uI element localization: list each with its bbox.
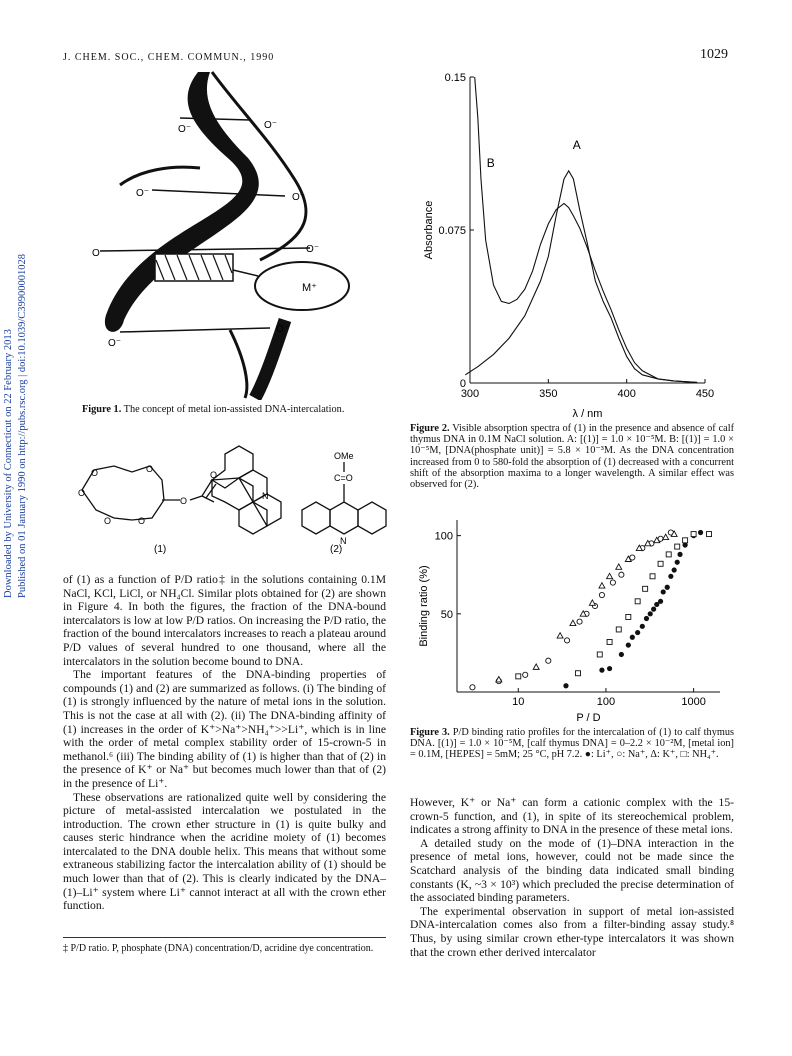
x-tick-label: 400 <box>617 388 636 400</box>
data-point-nh4 <box>666 552 671 557</box>
data-point-na <box>470 685 475 690</box>
data-point-k <box>557 633 563 638</box>
y-tick-label: 0.15 <box>444 72 466 84</box>
compound2-label: (2) <box>330 544 343 555</box>
methoxy-group: OMe <box>334 451 354 461</box>
data-point-k <box>533 664 539 669</box>
x-axis-label: P / D <box>576 712 601 724</box>
figure2-caption-text: Visible absorption spectra of (1) in the presence and absence of calf thymus DNA in 0.1M NaCl solution. A: [(1)] = 1.0 × 10⁻⁵M. B: [(1)] = 1.0 × 10⁻⁵M, [DNA(phosphate unit)] = 5.8 × 10⁻³M. As the DNA concentration increased from 0 to 580-fold the absorption of (1) decreased with a concurrent shift of the absorption maxima to a longer wavelength. A similar effect was observed for (2). <box>410 423 734 491</box>
data-point-nh4 <box>707 532 712 537</box>
oxygen-label: O⁻ <box>178 124 192 135</box>
data-point-nh4 <box>626 614 631 619</box>
y-axis-label: Binding ratio (%) <box>418 565 430 647</box>
oxygen-label: O⁻ <box>306 244 320 255</box>
data-point-na <box>610 580 615 585</box>
x-tick-label: 450 <box>695 388 715 400</box>
data-point-nh4 <box>675 544 680 549</box>
oxygen-label: O⁻ <box>264 120 278 131</box>
figure2-caption-label: Figure 2. <box>410 423 450 434</box>
data-point-nh4 <box>658 561 663 566</box>
series-line-B <box>475 77 697 382</box>
data-point-na <box>564 638 569 643</box>
data-point-li <box>672 567 677 572</box>
oxygen-atom: O <box>138 516 146 526</box>
data-point-li <box>668 574 673 579</box>
data-point-k <box>570 620 576 625</box>
x-tick-label: 100 <box>596 696 616 708</box>
data-point-na <box>523 672 528 677</box>
data-point-k <box>599 583 605 588</box>
journal-header: J. CHEM. SOC., CHEM. COMMUN., 1990 <box>63 52 275 63</box>
oxygen-atom: O <box>180 496 188 506</box>
oxygen-label: O⁻ <box>92 248 106 259</box>
x-tick-label: 1000 <box>681 696 706 708</box>
x-axis-label: λ / nm <box>572 408 603 420</box>
oxygen-atom: O <box>78 488 86 498</box>
paragraph: A detailed study on the mode of (1)–DNA interaction in the presence of metal ions, however, could not be made since the Scatchard analysis of the binding data indicated small binding constants (K, ~3 × 10³) which precluded the precise determination of the associated binding parameters. <box>410 836 734 905</box>
figure3-chart <box>415 512 745 727</box>
y-axis-label: Absorbance <box>423 200 435 260</box>
x-tick-label: 300 <box>460 388 480 400</box>
nitrogen-atom: N <box>262 491 269 501</box>
data-point-li <box>698 530 703 535</box>
carbonyl-group: C=O <box>334 473 353 483</box>
data-point-li <box>661 589 666 594</box>
oxygen-label: O⁻ <box>136 188 150 199</box>
data-point-nh4 <box>575 671 580 676</box>
series-line-A <box>465 171 697 383</box>
paragraph: These observations are rationalized quite well by considering the picture of metal-assisted intercalation we postulated in the introduction. The crown ether structure in (1) is quite bulky and causes steric hindrance when the acridine moiety of (1) becomes intercalated to the DNA double helix. This means that without some extraneous stabilizing factor the intercalation ability of (1) should be much lower than that of (2). This is clearly indicated by the DNA–(1)–Li⁺ system where Li⁺ cannot interact at all with the crown ether function. <box>63 790 386 913</box>
nitrogen-atom: N <box>340 536 347 546</box>
data-point-li <box>626 642 631 647</box>
data-point-nh4 <box>691 532 696 537</box>
paragraph: However, K⁺ or Na⁺ can form a cationic complex with the 15-crown-5 function, and (1), in spite of its stereochemical problem, indicates a strong affinity to DNA in the presence of these metal ions. <box>410 796 734 837</box>
data-point-k <box>607 573 613 578</box>
oxygen-atom: O <box>146 464 154 474</box>
oxygen-atom: O <box>210 470 218 480</box>
data-point-li <box>644 616 649 621</box>
oxygen-atom: O <box>91 468 99 478</box>
data-point-li <box>677 552 682 557</box>
compound1-label: (1) <box>154 544 167 555</box>
data-point-na <box>577 619 582 624</box>
data-point-li <box>658 599 663 604</box>
figure1-caption <box>82 404 382 415</box>
data-point-na <box>619 572 624 577</box>
paragraph: The important features of the DNA-binding properties of compounds (1) and (2) are summarized as follows. (i) The binding of (1) is strongly influenced by the nature of metal ions in the solution. This is not the case at all with (2). (ii) The DNA-binding affinity of (1) increases in the order of K⁺>Na⁺>NH₄⁺>>Li⁺, which is in line with the order of metal complex stability order of 15-crown-5 in methanol.⁶ (iii) The binding ability of (1) is higher than that of (2) in the presence of K⁺ or Na⁺ but becomes much lower than that of (2) in the presence of Li⁺. <box>63 668 386 790</box>
data-point-nh4 <box>616 627 621 632</box>
series-label: B <box>486 156 495 170</box>
metal-ion-label: M⁺ <box>302 282 317 294</box>
data-point-nh4 <box>650 574 655 579</box>
figure1-diagram <box>80 70 370 400</box>
y-tick-label: 0.075 <box>438 225 466 237</box>
data-point-k <box>589 600 595 605</box>
data-point-li <box>640 624 645 629</box>
y-tick-label: 100 <box>434 530 453 543</box>
footnote: ‡ P/D ratio. P, phosphate (DNA) concentration/D, acridine dye concentration. <box>63 943 374 954</box>
x-tick-label: 10 <box>512 696 525 708</box>
data-point-nh4 <box>607 639 612 644</box>
oxygen-label: O⁻ <box>292 192 306 203</box>
y-tick-label: 50 <box>440 608 453 621</box>
data-point-li <box>563 683 568 688</box>
series-label: A <box>572 137 581 152</box>
footnote-divider <box>63 937 386 938</box>
data-point-li <box>599 668 604 673</box>
data-point-li <box>630 635 635 640</box>
data-point-na <box>599 592 604 597</box>
oxygen-label: O⁻ <box>276 324 290 335</box>
paragraph: of (1) as a function of P/D ratio‡ in the solutions containing 0.1M NaCl, KCl, LiCl, or NH₄Cl. Similar plots obtained for (2) are shown in Figure 4. In both the figures, the fraction of the DNA-bound intercalators is low at low P/D ratios. On increasing the P/D ratio, the fraction of the bound intercalators increases to reach a plateau around P/D values of several hundred to one thousand, where all the intercalators in the solution become bound to DNA. <box>63 573 386 668</box>
paragraph: The experimental observation in support of metal ion-assisted DNA-intercalation comes also from a filter-binding assay study.⁸ Thus, by using similar crown ether-type intercalators it was shown that the crown ether derived intercalator <box>410 904 734 959</box>
figure2-caption <box>410 423 734 490</box>
oxygen-label: O⁻ <box>108 338 122 349</box>
figure2-chart <box>415 65 745 425</box>
data-point-nh4 <box>635 599 640 604</box>
download-notice: Downloaded by University of Connecticut on 22 February 2013 <box>3 329 14 598</box>
left-column-text <box>63 573 386 913</box>
data-point-li <box>651 607 656 612</box>
publication-notice: Published on 01 January 1990 on http://pubs.rsc.org | doi:10.1039/C39900001028 <box>17 253 28 598</box>
data-point-nh4 <box>683 538 688 543</box>
data-point-nh4 <box>516 674 521 679</box>
data-point-li <box>665 585 670 590</box>
right-column-text <box>410 796 734 959</box>
x-tick-label: 350 <box>539 388 558 400</box>
figure3-caption-label: Figure 3. <box>410 727 450 738</box>
data-point-li <box>635 630 640 635</box>
structures-diagram <box>62 440 392 560</box>
data-point-li <box>619 652 624 657</box>
figure3-caption-text: P/D binding ratio profiles for the intercalation of (1) to calf thymus DNA. [(1)] = 1.0 × 10⁻⁵M, [calf thymus DNA] = 0–2.2 × 10⁻²M, [metal ion] = 0.1M, [HEPES] = 5mM; 25 °C, pH 7.2. ●: Li⁺, ○: Na⁺, Δ: K⁺, □: NH₄⁺. <box>410 727 735 761</box>
data-point-nh4 <box>597 652 602 657</box>
figure1-caption-text: The concept of metal ion-assisted DNA-intercalation. <box>121 404 345 415</box>
data-point-li <box>607 666 612 671</box>
data-point-k <box>616 564 622 569</box>
figure1-caption-label: Figure 1. <box>82 404 122 415</box>
page-number: 1029 <box>700 47 728 62</box>
data-point-k <box>663 534 669 539</box>
data-point-li <box>648 611 653 616</box>
data-point-li <box>675 560 680 565</box>
oxygen-atom: O <box>104 516 112 526</box>
data-point-nh4 <box>643 586 648 591</box>
figure3-caption <box>410 727 734 761</box>
data-point-na <box>546 658 551 663</box>
y-tick-label: 0 <box>459 378 466 390</box>
